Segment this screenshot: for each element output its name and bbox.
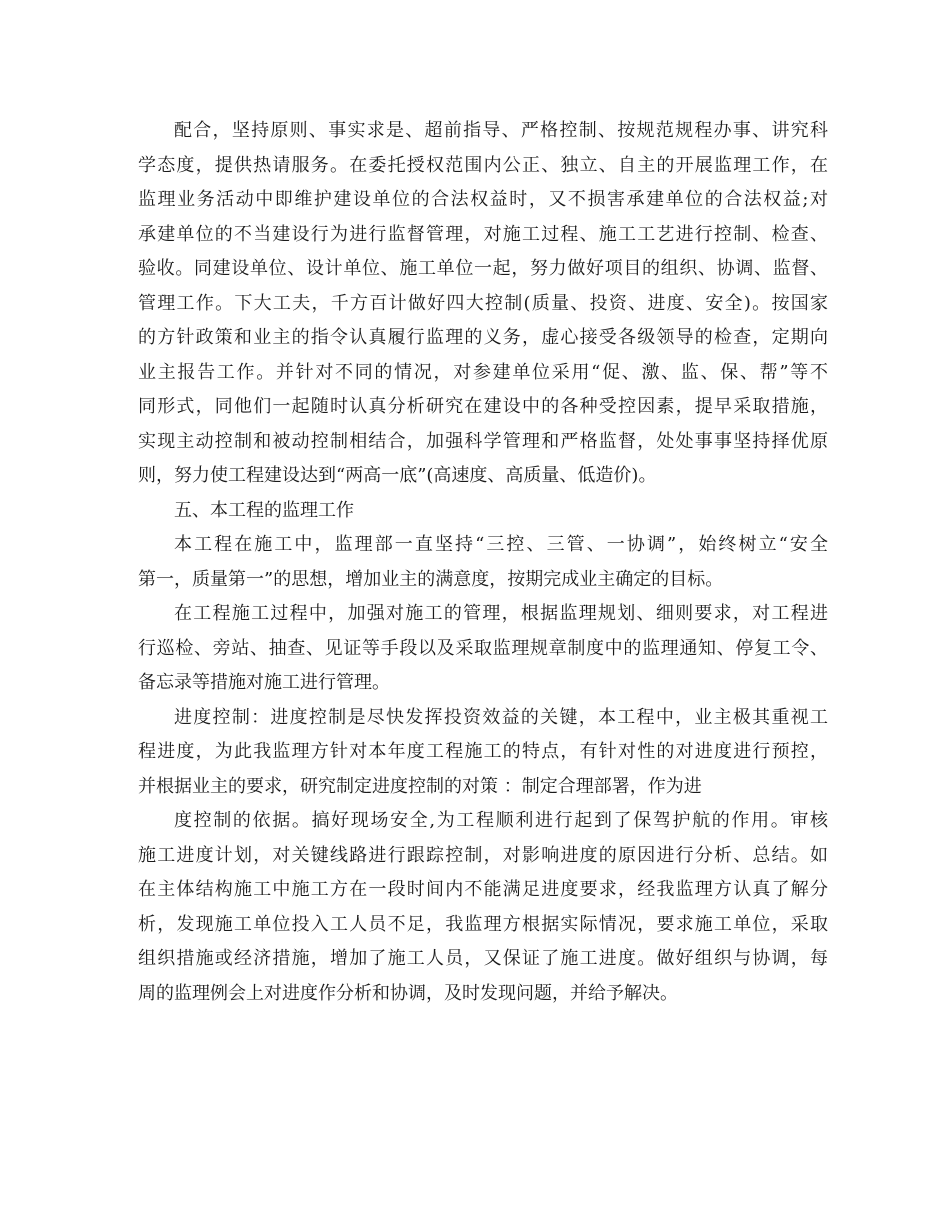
text-line: 行巡检、旁站、抽查、见证等手段以及采取监理规章制度中的监理通知、停复工令、 <box>138 637 828 659</box>
section-title: 五、本工程的监理工作 <box>174 499 354 521</box>
paragraph-1 <box>138 114 828 494</box>
text-line: 配合，坚持原则、事实求是、超前指导、严格控制、按规范规程办事、讲究科 <box>174 120 828 141</box>
text-line: 实现主动控制和被动控制相结合，加强科学管理和严格监督，处处事事坚持择优原 <box>138 430 828 452</box>
text-line: 组织措施或经济措施，增加了施工人员，又保证了施工进度。做好组织与协调，每 <box>138 948 828 969</box>
text-line: 验收。同建设单位、设计单位、施工单位一起，努力做好项目的组织、协调、监督、 <box>138 258 828 279</box>
text-line: 析，发现施工单位投入工人员不足，我监理方根据实际情况，要求施工单位，采取 <box>138 913 828 935</box>
text-line: 进度控制：进度控制是尽快发挥投资效益的关键，本工程中，业主极其重视工 <box>174 706 828 728</box>
text-line: 本工程在施工中，监理部一直坚持“三控、三管、一协调”，始终树立“安全 <box>174 534 828 555</box>
text-line: 的方针政策和业主的指令认真履行监理的义务，虚心接受各级领导的检查，定期向 <box>138 327 828 348</box>
text-line: 在工程施工过程中，加强对施工的管理，根据监理规划、细则要求，对工程进 <box>174 603 828 624</box>
text-line: 度控制的依据。搞好现场安全,为工程顺利进行起到了保驾护航的作用。审核 <box>174 810 828 831</box>
text-line: 施工进度计划，对关键线路进行跟踪控制，对影响进度的原因进行分析、总结。如 <box>138 844 828 866</box>
text-line: 业主报告工作。并针对不同的情况，对参建单位采用“促、激、监、保、帮”等不 <box>138 361 828 383</box>
text-line: 监理业务活动中即维护建设单位的合法权益时，又不损害承建单位的合法权益;对 <box>138 189 828 210</box>
text-line: 备忘录等措施对施工进行管理。 <box>138 672 390 693</box>
paragraph-6 <box>138 804 828 1011</box>
text-line: 并根据业主的要求，研究制定进度控制的对策 ：制定合理部署，作为进 <box>138 775 702 797</box>
paragraph-5 <box>138 701 828 805</box>
text-line: 周的监理例会上对进度作分析和协调，及时发现问题，并给予解决。 <box>138 982 678 1004</box>
text-line: 程进度，为此我监理方针对本年度工程施工的特点，有针对性的对进度进行预控， <box>138 741 828 762</box>
text-line: 承建单位的不当建设行为进行监督管理，对施工过程、施工工艺进行控制、检查、 <box>138 223 828 245</box>
text-line: 同形式，同他们一起随时认真分析研究在建设中的各种受控因素，提早采取措施， <box>138 396 828 417</box>
section-heading <box>138 494 828 529</box>
text-line: 管理工作。下大工夫，千方百计做好四大控制(质量、投资、进度、安全)。按国家 <box>138 292 828 314</box>
text-line: 则，努力使工程建设达到“两高一底”(高速度、高质量、低造价)。 <box>138 465 657 486</box>
text-line: 在主体结构施工中施工方在一段时间内不能满足进度要求，经我监理方认真了解分 <box>138 879 828 900</box>
paragraph-3 <box>138 528 828 597</box>
text-line: 第一，质量第一”的思想，增加业主的满意度，按期完成业主确定的目标。 <box>138 568 724 590</box>
paragraph-4 <box>138 597 828 701</box>
document-body <box>138 114 828 1011</box>
text-line: 学态度，提供热请服务。在委托授权范围内公正、独立、自主的开展监理工作，在 <box>138 154 828 176</box>
